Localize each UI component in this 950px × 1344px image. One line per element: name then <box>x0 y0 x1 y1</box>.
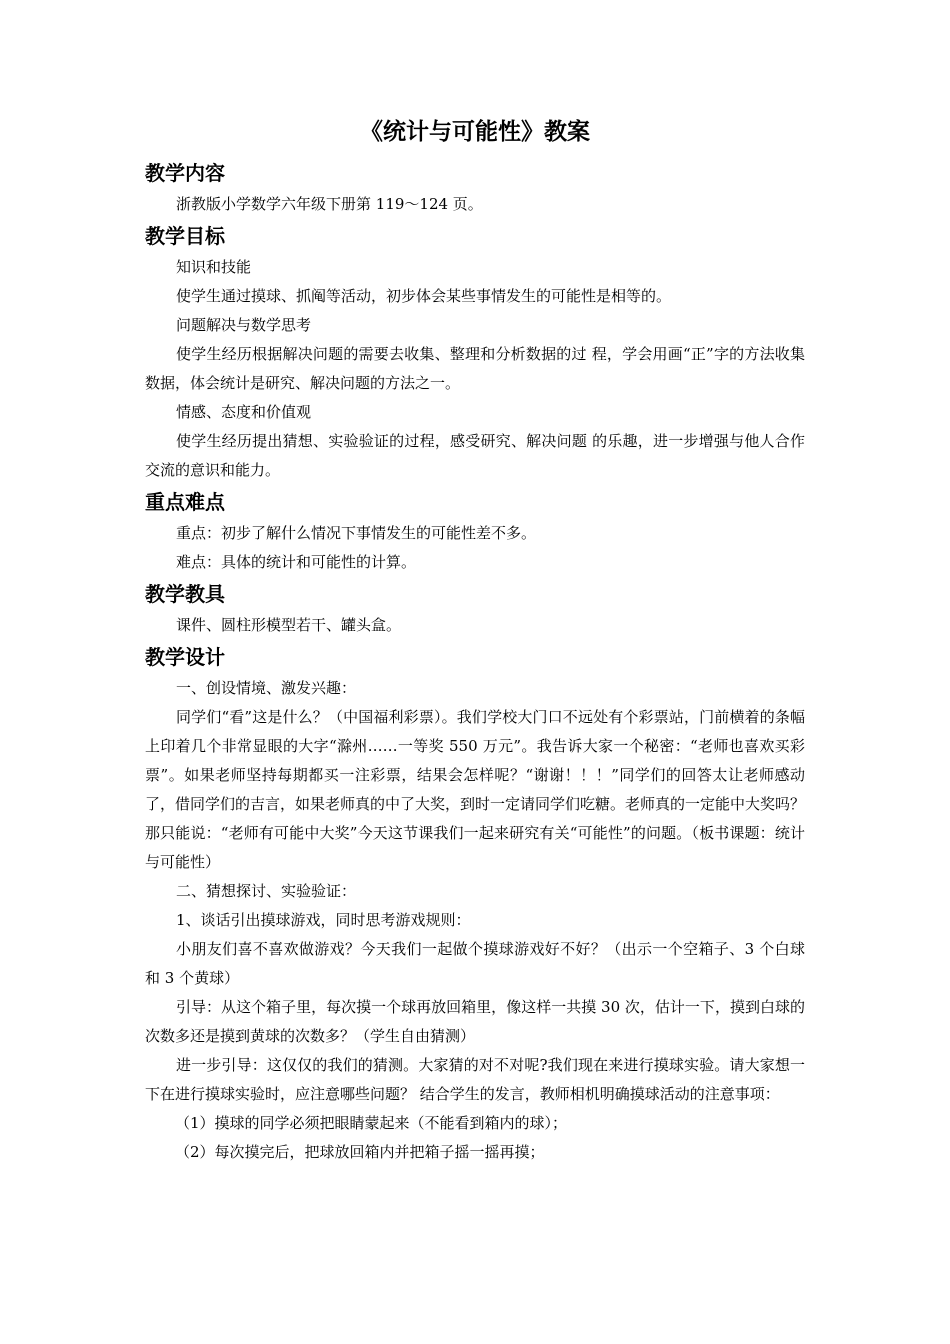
heading-teaching-goals: 教学目标 <box>145 224 225 248</box>
subheading: 知识和技能 <box>176 258 252 276</box>
paragraph: 课件、圆柱形模型若干、罐头盒。 <box>176 616 402 634</box>
heading-teaching-tools: 教学教具 <box>145 582 225 606</box>
subheading: 问题解决与数学思考 <box>176 316 312 334</box>
step-heading: 二、猜想探讨、实验验证： <box>176 882 357 900</box>
paragraph: 引导：从这个箱子里，每次摸一个球再放回箱里，像这样一共摸 30 次，估计一下，摸到白球的次数多还是摸到黄球的次数多？（学生自由猜测） <box>145 998 805 1045</box>
heading-teaching-design: 教学设计 <box>145 645 225 669</box>
subheading: 情感、态度和价值观 <box>176 403 312 421</box>
paragraph: 浙教版小学数学六年级下册第 119～124 页。 <box>176 195 483 213</box>
heading-key-points: 重点难点 <box>145 490 225 514</box>
document-body <box>145 156 805 1167</box>
heading-teaching-content: 教学内容 <box>145 161 225 185</box>
list-item: （2）每次摸完后，把球放回箱内并把箱子摇一摇再摸； <box>175 1143 545 1161</box>
paragraph: 难点：具体的统计和可能性的计算。 <box>176 553 417 571</box>
paragraph: 使学生经历根据解决问题的需要去收集、整理和分析数据的过 程，学会用画“正”字的方法收集数据，体会统计是研究、解决问题的方法之一。 <box>145 345 805 392</box>
paragraph: 使学生通过摸球、抓阄等活动，初步体会某些事情发生的可能性是相等的。 <box>176 287 672 305</box>
subheading: 1、谈话引出摸球游戏，同时思考游戏规则： <box>176 911 471 929</box>
list-item: （1）摸球的同学必须把眼睛蒙起来（不能看到箱内的球）； <box>175 1114 568 1132</box>
paragraph: 同学们“看”这是什么？（中国福利彩票）。我们学校大门口不远处有个彩票站，门前横着的条幅上印着几个非常显眼的大字“滁州……一等奖 550 万元”。我告诉大家一个秘密：“老师也喜欢买彩票”。如果老师坚持每期都买一注彩票，结果会怎样呢？“谢谢！！！”同学们的回答太让老师感动了，借同学们的吉言，如果老师真的中了大奖，到时一定请同学们吃糖。老师真的一定能中大奖吗？那只能说：“老师有可能中大奖”今天这节课我们一起来研究有关“可能性”的问题。（板书课题：统计与可能性） <box>145 708 806 871</box>
step-heading: 一、创设情境、激发兴趣： <box>176 679 357 697</box>
paragraph: 重点：初步了解什么情况下事情发生的可能性差不多。 <box>176 524 537 542</box>
paragraph: 进一步引导：这仅仅的我们的猜测。大家猜的对不对呢?我们现在来进行摸球实验。请大家想一下在进行摸球实验时，应注意哪些问题？ 结合学生的发言，教师相机明确摸球活动的注意事项： <box>145 1056 805 1103</box>
document-title: 《统计与可能性》教案 <box>360 119 590 145</box>
paragraph: 小朋友们喜不喜欢做游戏？今天我们一起做个摸球游戏好不好？（出示一个空箱子、3 个白球和 3 个黄球） <box>145 940 805 987</box>
paragraph: 使学生经历提出猜想、实验验证的过程，感受研究、解决问题 的乐趣，进一步增强与他人合作交流的意识和能力。 <box>145 432 805 479</box>
